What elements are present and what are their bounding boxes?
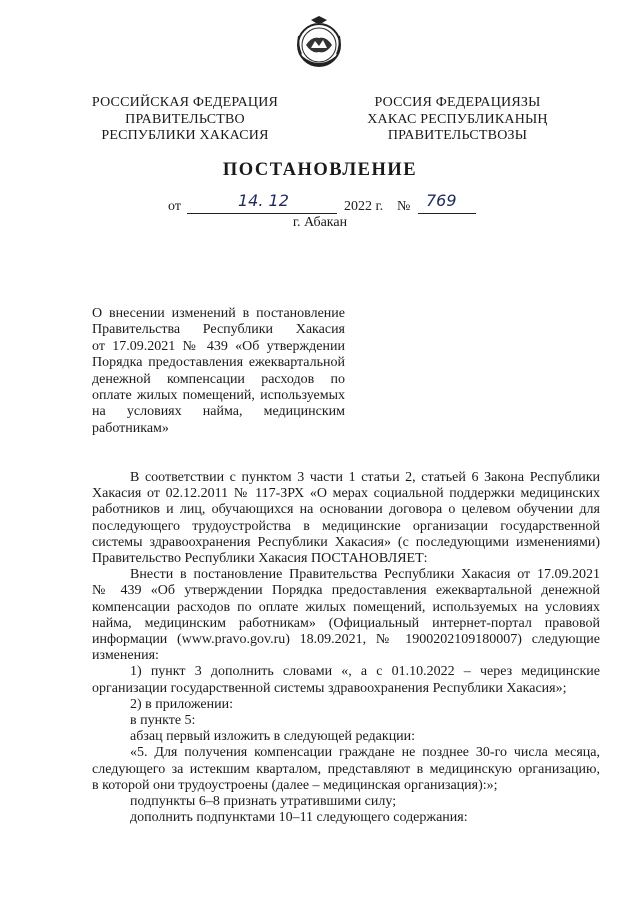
date-prefix: от <box>168 199 181 214</box>
header-left-line: РЕСПУБЛИКИ ХАКАСИЯ <box>101 128 269 143</box>
body-line: 1) пункт 3 дополнить словами «, а с 01.10.2022 – через медицинские <box>130 664 600 680</box>
subject-block <box>92 306 345 437</box>
header-right <box>355 95 560 145</box>
subject-line: Правительства Республики Хакасия <box>92 322 345 338</box>
body-line: № 439 «Об утверждении Порядка предоставления ежеквартальной денежной <box>92 583 600 599</box>
header-right-line: ХАКАС РЕСПУБЛИКАНЫҢ <box>367 111 548 127</box>
body-line: последующего трудоустройства в медицинские организации государственной <box>92 518 600 534</box>
body-line: дополнить подпунктами 10–11 следующего содержания: <box>130 810 468 826</box>
body-line: абзац первый изложить в следующей редакции: <box>130 729 416 745</box>
subject-line: денежной компенсации расходов по <box>92 371 345 387</box>
body-line: В соответствии с пунктом 3 части 1 статьи 2, статьей 6 Закона Республики <box>130 470 600 485</box>
handwritten-number: 769 <box>426 191 457 210</box>
body-line: работников и лиц, обучающихся на основании договора о целевом обучении для <box>92 502 600 518</box>
city: г. Абакан <box>292 215 348 230</box>
header-left-line: РОССИЙСКАЯ ФЕДЕРАЦИЯ <box>91 95 279 110</box>
body-line: Внести в постановление Правительства Республики Хакасия от 17.09.2021 <box>130 567 600 583</box>
body-line: Хакасия от 02.12.2011 № 117-ЗРХ «О мерах социальной поддержки медицинских <box>92 486 600 502</box>
subject-line: О внесении изменений в постановление <box>92 306 345 321</box>
body-line: следующего за истекшим кварталом, представляют в медицинскую организацию, <box>92 761 600 777</box>
coat-of-arms-emblem <box>293 14 345 72</box>
body-line: компенсации расходов по оплате жилых помещений, используемых на условиях <box>92 599 600 615</box>
header-right-line: РОССИЯ ФЕДЕРАЦИЯЗЫ <box>374 95 541 110</box>
document-body <box>92 470 600 826</box>
body-line: найма, медицинским работникам» (Официальный интернет-портал правовой <box>92 615 600 631</box>
body-line: Правительство Республики Хакасия ПОСТАНОВЛЯЕТ: <box>92 551 428 567</box>
header-left-line: ПРАВИТЕЛЬСТВО <box>125 111 245 127</box>
body-line: в пункте 5: <box>130 713 196 729</box>
document-title: ПОСТАНОВЛЕНИЕ <box>222 160 418 180</box>
body-line: изменения: <box>92 648 159 664</box>
subject-line: от 17.09.2021 № 439 «Об утверждении <box>92 338 345 354</box>
date-year: 2022 г. <box>344 199 384 214</box>
body-line: организации государственной системы здравоохранения Республики Хакасия»; <box>92 680 567 696</box>
subject-line: работникам» <box>92 420 169 436</box>
header-right-line: ПРАВИТЕЛЬСТВОЗЫ <box>387 128 528 143</box>
handwritten-date: 14. 12 <box>238 191 289 210</box>
header-left <box>85 95 285 145</box>
subject-line: оплате жилых помещений, используемых <box>92 388 345 404</box>
subject-line: Порядка предоставления ежеквартальной <box>92 355 345 371</box>
number-sign: № <box>397 199 411 214</box>
body-line: 2) в приложении: <box>130 696 233 712</box>
body-line: «5. Для получения компенсации граждане не позднее 30-го числа месяца, <box>130 745 600 761</box>
body-line: подпункты 6–8 признать утратившими силу; <box>130 794 397 810</box>
body-line: в которой они трудоустроены (далее – медицинская организация):»; <box>92 777 498 793</box>
body-line: системы здравоохранения Республики Хакасия» (с последующими изменениями) <box>92 534 600 550</box>
body-line: информации (www.pravo.gov.ru) 18.09.2021, № 1900202109180007) следующие <box>92 632 600 648</box>
subject-line: на условиях найма, медицинским <box>92 404 345 420</box>
